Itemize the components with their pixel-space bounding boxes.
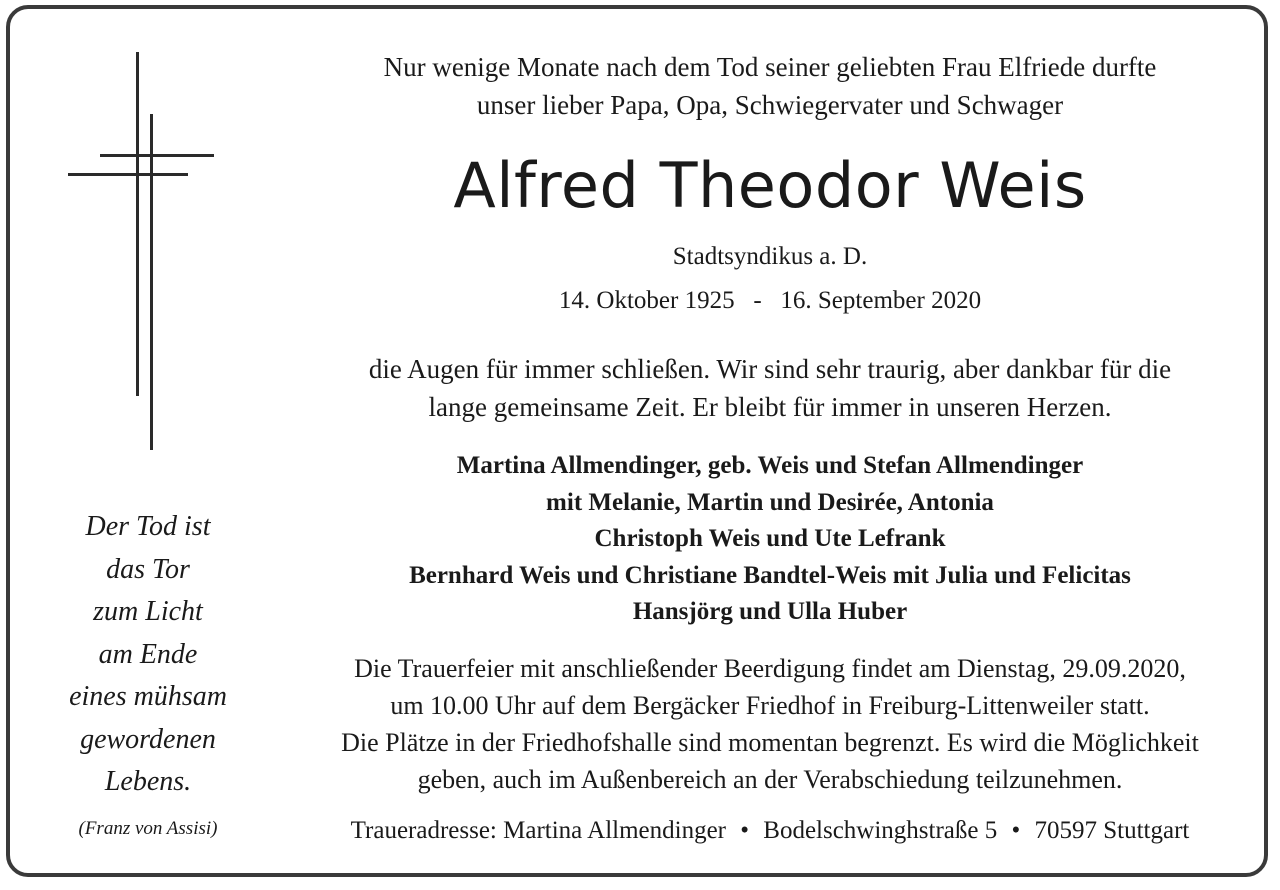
ceremony-line: Die Plätze in der Friedhofshalle sind momentan begrenzt. Es wird die Möglichkeit (341, 728, 1199, 757)
bullet-separator: • (740, 817, 750, 844)
date-separator: - (753, 287, 762, 314)
mourner-line: Martina Allmendinger, geb. Weis und Stefan Allmendinger (456, 452, 1084, 479)
ceremony-line: geben, auch im Außenbereich an der Verabschiedung teilzunehmen. (417, 765, 1123, 794)
intro-line: unser lieber Papa, Opa, Schwiegervater und Schwager (476, 90, 1064, 120)
birth-date: 14. Oktober 1925 (558, 287, 735, 314)
quote-line: zum Licht (93, 596, 203, 627)
ceremony-line: Die Trauerfeier mit anschließender Beerdigung findet am Dienstag, 29.09.2020, (354, 654, 1186, 683)
cross-icon (68, 52, 216, 450)
life-dates (300, 284, 1240, 318)
mourner-line: mit Melanie, Martin und Desirée, Antonia (546, 488, 994, 516)
mourners-list (300, 448, 1240, 631)
intro-text (300, 48, 1240, 124)
death-date: 16. September 2020 (780, 287, 982, 314)
ceremony-line: um 10.00 Uhr auf dem Bergäcker Friedhof in Freiburg-Littenweiler statt. (390, 691, 1150, 720)
quote-line: Lebens. (104, 766, 192, 797)
quote-line: am Ende (98, 638, 198, 670)
mourner-line: Bernhard Weis und Christiane Bandtel-Weis mit Julia und Felicitas (409, 561, 1131, 589)
quote-line: eines mühsam (69, 681, 227, 712)
address-label: Traueradresse: Martina Allmendinger (350, 817, 726, 844)
mourner-line: Christoph Weis und Ute Lefrank (594, 525, 946, 552)
mourner-line: Hansjörg und Ulla Huber (632, 598, 908, 625)
message-text (300, 350, 1240, 426)
bullet-separator: • (1011, 817, 1021, 844)
deceased-title: Stadtsyndikus a. D. (672, 243, 868, 270)
message-line: die Augen für immer schließen. Wir sind sehr traurig, aber dankbar für die (368, 354, 1172, 384)
address-city: 70597 Stuttgart (1034, 817, 1190, 844)
quote-line: Der Tod ist (85, 511, 211, 542)
quote-line: gewordenen (80, 723, 216, 755)
mourning-address (300, 814, 1240, 848)
intro-line: Nur wenige Monate nach dem Tod seiner geliebten Frau Elfriede durfte (383, 52, 1157, 82)
ceremony-info (300, 650, 1240, 798)
quote-line: das Tor (106, 553, 190, 585)
address-street: Bodelschwinghstraße 5 (763, 817, 998, 844)
deceased-name: Alfred Theodor Weis (453, 149, 1087, 222)
quote-attribution: (Franz von Assisi) (78, 818, 218, 839)
message-line: lange gemeinsame Zeit. Er bleibt für immer in unseren Herzen. (428, 392, 1112, 422)
quote (30, 506, 266, 804)
